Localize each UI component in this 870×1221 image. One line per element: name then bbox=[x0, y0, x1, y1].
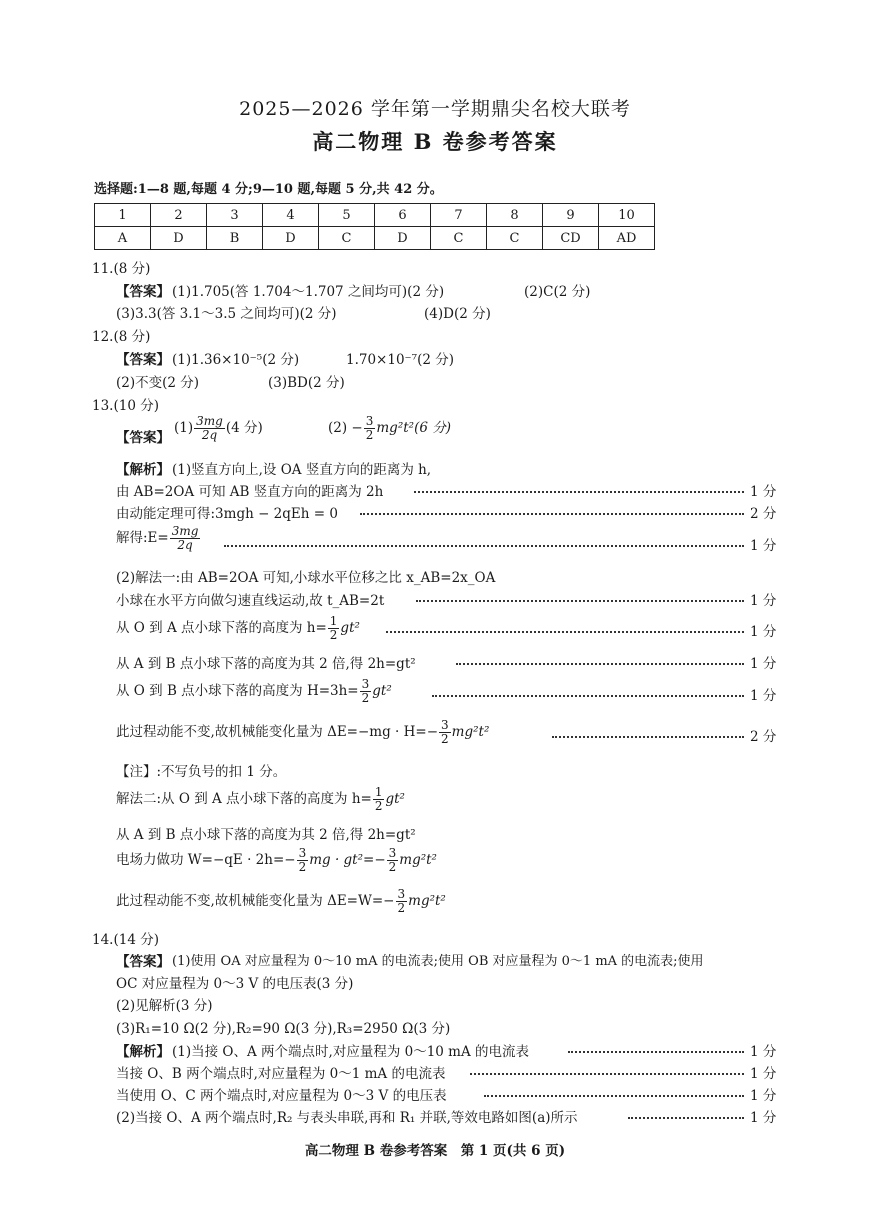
q12-answer-tag: 【答案】 bbox=[116, 352, 170, 368]
q13-m2l1-suffix: gt² bbox=[385, 791, 405, 807]
choice-number-cell: 9 bbox=[543, 204, 599, 227]
denominator: 2q bbox=[177, 538, 193, 552]
choice-answer-cell: B bbox=[207, 227, 263, 250]
denominator: 2 bbox=[397, 901, 406, 915]
q14-analysis-line-2: 当接 O、B 两个端点时,对应量程为 0～1 mA 的电流表 bbox=[116, 1066, 446, 1082]
choice-answer-cell: AD bbox=[599, 227, 655, 250]
score-mark: 1 分 bbox=[750, 593, 777, 609]
denominator: 2 bbox=[361, 691, 370, 705]
q13-m1l2-fraction bbox=[328, 615, 340, 642]
dot-leader bbox=[484, 1095, 744, 1097]
q11-heading: 11.(8 分) bbox=[92, 261, 151, 277]
q13-ans2-suffix: mg²t²(6 分) bbox=[376, 420, 451, 436]
denominator: 2 bbox=[441, 732, 449, 746]
q13-m2l1-prefix: 解法二:从 O 到 A 点小球下落的高度为 h= bbox=[116, 791, 372, 807]
q13-method-1-line-5 bbox=[116, 719, 489, 746]
dot-leader bbox=[628, 1117, 744, 1119]
q12-answer-2: (2)不变(2 分) bbox=[116, 375, 200, 391]
dot-leader bbox=[432, 695, 744, 697]
numerator: 1 bbox=[329, 614, 338, 628]
q13-ans1-fraction bbox=[194, 415, 225, 442]
q11-answer-3: (3)3.3(答 3.1～3.5 之间均可)(2 分) bbox=[116, 306, 337, 322]
score-mark: 1 分 bbox=[750, 1088, 777, 1104]
q13-analysis-line-1: (1)竖直方向上,设 OA 竖直方向的距离为 h, bbox=[172, 462, 432, 478]
denominator: 2q bbox=[201, 428, 218, 442]
q13-method-2-line-3 bbox=[116, 847, 437, 874]
q13-analysis-line-3: 由动能定理可得:3mgh − 2qEh = 0 bbox=[116, 506, 338, 522]
numerator: 3 bbox=[397, 887, 406, 901]
exam-title: 2025—2026 学年第一学期鼎尖名校大联考 bbox=[239, 98, 631, 120]
choice-answer-cell: C bbox=[431, 227, 487, 250]
q13-m1l4-suffix: gt² bbox=[372, 683, 392, 699]
answer-key-subtitle: 高二物理 B 卷参考答案 bbox=[312, 129, 558, 154]
q13-m2l3-prefix: 电场力做功 W=−qE · 2h=− bbox=[116, 852, 296, 868]
q11-answer-1: (1)1.705(答 1.704～1.707 之间均可)(2 分) bbox=[172, 284, 445, 300]
score-mark: 2 分 bbox=[750, 506, 777, 522]
choice-number-cell: 4 bbox=[263, 204, 319, 227]
denominator: 2 bbox=[329, 628, 338, 642]
score-mark: 1 分 bbox=[750, 1066, 777, 1082]
q13-note: 【注】:不写负号的扣 1 分。 bbox=[116, 764, 287, 780]
q13-m1l5-fraction bbox=[439, 719, 451, 746]
denominator: 2 bbox=[298, 860, 307, 874]
choice-answer-cell: C bbox=[487, 227, 543, 250]
q13-ans2-fraction bbox=[364, 415, 376, 442]
q13-m2l3-fraction-1 bbox=[297, 847, 309, 874]
q13-method-1-line-1: 小球在水平方向做匀速直线运动,故 t_AB=2t bbox=[116, 593, 385, 609]
q13-m1l5-suffix: mg²t² bbox=[451, 724, 490, 740]
q13-m2l3-suffix: mg²t² bbox=[399, 852, 437, 868]
denominator: 2 bbox=[388, 860, 397, 874]
q13-m1l4-fraction bbox=[360, 678, 372, 705]
score-mark: 1 分 bbox=[750, 484, 777, 500]
q13-jx4-fraction bbox=[170, 525, 201, 552]
q13-method-2-line-1 bbox=[116, 786, 405, 813]
q13-answer-1 bbox=[174, 415, 263, 442]
q13-heading: 13.(10 分) bbox=[92, 398, 159, 414]
q14-heading: 14.(14 分) bbox=[92, 932, 159, 948]
score-mark: 1 分 bbox=[750, 656, 777, 672]
choice-number-cell: 6 bbox=[375, 204, 431, 227]
choice-number-cell: 2 bbox=[151, 204, 207, 227]
numerator: 3 bbox=[365, 414, 374, 428]
dot-leader bbox=[568, 1051, 744, 1053]
q13-analysis-tag: 【解析】 bbox=[116, 462, 170, 478]
q14-answer-line-4: (3)R₁=10 Ω(2 分),R₂=90 Ω(3 分),R₃=2950 Ω(3 分) bbox=[116, 1021, 451, 1037]
q13-method-2-line-4 bbox=[116, 888, 446, 915]
q14-analysis-tag: 【解析】 bbox=[116, 1044, 170, 1060]
q11-answer-2: (2)C(2 分) bbox=[524, 284, 591, 300]
numerator: 3 bbox=[298, 846, 307, 860]
choice-number-cell: 8 bbox=[487, 204, 543, 227]
choice-number-cell: 1 bbox=[95, 204, 151, 227]
numerator: 1 bbox=[374, 785, 383, 799]
score-mark: 1 分 bbox=[750, 1110, 777, 1126]
q12-answer-1: (1)1.36×10⁻⁵(2 分) bbox=[172, 352, 300, 368]
q12-answer-1b: 1.70×10⁻⁷(2 分) bbox=[346, 352, 454, 368]
q13-ans1-suffix: (4 分) bbox=[225, 420, 263, 436]
q13-analysis-line-4 bbox=[116, 525, 201, 552]
q13-m2l3-middle: mg · gt²=− bbox=[309, 852, 386, 868]
score-mark: 1 分 bbox=[750, 1044, 777, 1060]
dot-leader bbox=[470, 1073, 744, 1075]
q13-m1l2-suffix: gt² bbox=[340, 620, 360, 636]
q13-m2l3-fraction-2 bbox=[387, 847, 399, 874]
q13-jx4-prefix: 解得:E= bbox=[116, 530, 169, 546]
q14-analysis-line-3: 当使用 O、C 两个端点时,对应量程为 0～3 V 的电压表 bbox=[116, 1088, 447, 1104]
q11-answer-tag: 【答案】 bbox=[116, 284, 170, 300]
dot-leader bbox=[552, 736, 744, 738]
q14-answer-line-2: OC 对应量程为 0～3 V 的电压表(3 分) bbox=[116, 976, 354, 992]
q13-answer-2 bbox=[328, 415, 451, 442]
score-mark: 1 分 bbox=[750, 688, 777, 704]
q14-analysis-line-4: (2)当接 O、A 两个端点时,R₂ 与表头串联,再和 R₁ 并联,等效电路如图(a)所示 bbox=[116, 1110, 578, 1126]
score-mark: 1 分 bbox=[750, 538, 777, 554]
choice-answer-cell: D bbox=[375, 227, 431, 250]
q13-answer-tag: 【答案】 bbox=[116, 430, 170, 446]
numerator: 3 bbox=[388, 846, 397, 860]
q13-method-1-line-3: 从 A 到 B 点小球下落的高度为其 2 倍,得 2h=gt² bbox=[116, 656, 416, 672]
q13-m2l1-fraction bbox=[373, 786, 385, 813]
q13-ans1-prefix: (1) bbox=[174, 420, 194, 436]
q13-m2l4-fraction bbox=[396, 888, 408, 915]
numerator: 3mg bbox=[171, 524, 199, 538]
dot-leader bbox=[416, 600, 744, 602]
denominator: 2 bbox=[365, 428, 374, 442]
q13-method-1-line-4 bbox=[116, 678, 392, 705]
choice-number-row bbox=[95, 204, 655, 227]
score-mark: 1 分 bbox=[750, 624, 777, 640]
q13-m1l5-prefix: 此过程动能不变,故机械能变化量为 ΔE=−mg · H=− bbox=[116, 724, 439, 740]
q13-ans2-prefix: (2) − bbox=[328, 420, 363, 436]
q12-answer-3: (3)BD(2 分) bbox=[268, 375, 345, 391]
q14-answer-tag: 【答案】 bbox=[116, 954, 170, 970]
choice-answer-cell: A bbox=[95, 227, 151, 250]
choice-intro: 选择题:1—8 题,每题 4 分;9—10 题,每题 5 分,共 42 分。 bbox=[94, 182, 443, 197]
q14-answer-line-3: (2)见解析(3 分) bbox=[116, 998, 213, 1014]
q12-heading: 12.(8 分) bbox=[92, 329, 151, 345]
q13-analysis-line-2: 由 AB=2OA 可知 AB 竖直方向的距离为 2h bbox=[116, 484, 384, 500]
choice-number-cell: 3 bbox=[207, 204, 263, 227]
q11-answer-4: (4)D(2 分) bbox=[424, 306, 491, 322]
q14-answer-line-1: (1)使用 OA 对应量程为 0～10 mA 的电流表;使用 OB 对应量程为 0～1 mA 的电流表;使用 bbox=[172, 954, 704, 969]
denominator: 2 bbox=[374, 799, 383, 813]
q13-method-1-line-2 bbox=[116, 615, 360, 642]
score-mark: 2 分 bbox=[750, 729, 777, 745]
numerator: 3mg bbox=[196, 414, 223, 428]
dot-leader bbox=[360, 513, 744, 515]
dot-leader bbox=[414, 491, 744, 493]
choice-answer-cell: D bbox=[151, 227, 207, 250]
q13-m2l4-prefix: 此过程动能不变,故机械能变化量为 ΔE=W=− bbox=[116, 893, 395, 909]
q13-method-1-intro: (2)解法一:由 AB=2OA 可知,小球水平位移之比 x_AB=2x_OA bbox=[116, 570, 496, 586]
choice-answer-cell: CD bbox=[543, 227, 599, 250]
q13-m1l4-prefix: 从 O 到 B 点小球下落的高度为 H=3h= bbox=[116, 683, 359, 699]
dot-leader bbox=[224, 545, 744, 547]
choice-answer-cell: C bbox=[319, 227, 375, 250]
q13-m2l4-suffix: mg²t² bbox=[408, 893, 446, 909]
choice-number-cell: 10 bbox=[599, 204, 655, 227]
choice-answer-row bbox=[95, 227, 655, 250]
q14-analysis-line-1: (1)当接 O、A 两个端点时,对应量程为 0～10 mA 的电流表 bbox=[172, 1044, 530, 1060]
numerator: 3 bbox=[441, 718, 449, 732]
page-footer: 高二物理 B 卷参考答案 第 1 页(共 6 页) bbox=[304, 1143, 566, 1159]
choice-number-cell: 5 bbox=[319, 204, 375, 227]
choice-answer-cell: D bbox=[263, 227, 319, 250]
dot-leader bbox=[456, 663, 744, 665]
numerator: 3 bbox=[361, 677, 370, 691]
dot-leader bbox=[386, 631, 744, 633]
q13-method-2-line-2: 从 A 到 B 点小球下落的高度为其 2 倍,得 2h=gt² bbox=[116, 827, 416, 843]
choice-number-cell: 7 bbox=[431, 204, 487, 227]
q13-m1l2-prefix: 从 O 到 A 点小球下落的高度为 h= bbox=[116, 620, 327, 636]
choice-answer-table bbox=[94, 203, 655, 250]
